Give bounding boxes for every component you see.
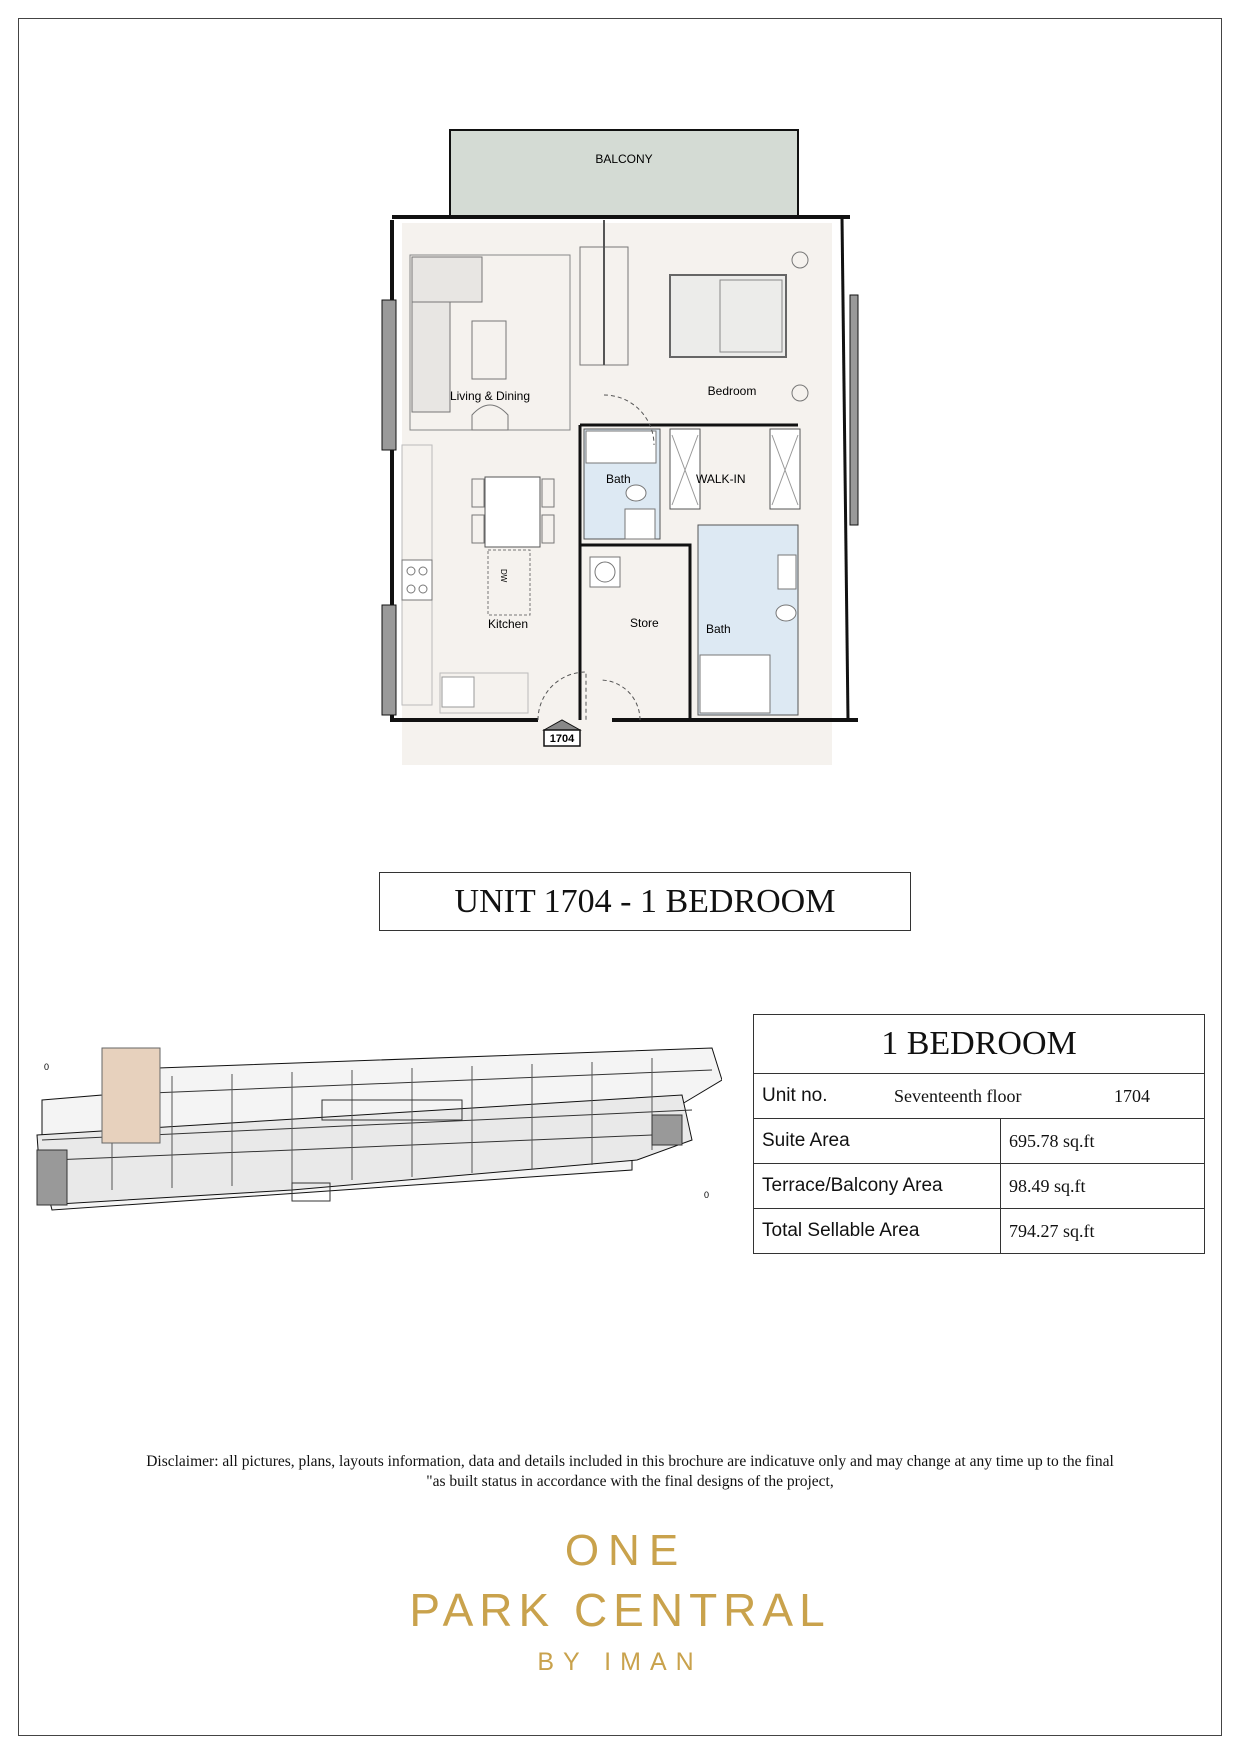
suite-area-value: 695.78 sq.ft <box>1001 1119 1205 1164</box>
logo-line-park-central: PARK CENTRAL <box>409 1584 831 1636</box>
suite-area-label: Suite Area <box>754 1119 1001 1164</box>
walkin-label: WALK-IN <box>696 472 746 486</box>
table-row <box>754 1209 1205 1254</box>
balcony-area-value: 98.49 sq.ft <box>1001 1164 1205 1209</box>
unit-tag-label: 1704 <box>549 733 575 745</box>
disclaimer <box>60 1452 1200 1492</box>
table-row <box>754 1119 1205 1164</box>
kitchen-label: Kitchen <box>487 617 529 631</box>
keyplan-mark-right: 0 <box>704 1190 710 1200</box>
balcony-label: BALCONY <box>595 152 653 166</box>
living-dining-label: Living & Dining <box>449 389 531 403</box>
balcony-area-label: Terrace/Balcony Area <box>754 1164 1001 1209</box>
logo-line-by-iman: BY IMAN <box>537 1648 703 1676</box>
bath1-label: Bath <box>606 472 631 486</box>
disclaimer-line-2: "as built status in accordance with the final designs of the project, <box>426 1473 834 1490</box>
total-area-value: 794.27 sq.ft <box>1001 1209 1205 1254</box>
disclaimer-line-1: Disclaimer: all pictures, plans, layouts information, data and details included in this brochure are indicatuve only and may change at any time up to the final <box>146 1453 1114 1470</box>
dishwasher-label: DW <box>499 569 508 583</box>
unit-title: UNIT 1704 - 1 BEDROOM <box>379 872 911 931</box>
unit-number-value: 1704 <box>1114 1085 1150 1106</box>
table-row <box>754 1164 1205 1209</box>
bath2-label: Bath <box>706 622 731 636</box>
bedroom-label: Bedroom <box>707 384 757 398</box>
unit-number-row <box>754 1074 1205 1119</box>
total-area-label: Total Sellable Area <box>754 1209 1001 1254</box>
store-label: Store <box>630 616 659 630</box>
keyplan-mark-left: 0 <box>44 1062 50 1072</box>
unit-floor-plan <box>380 125 860 765</box>
unit-number-label: Unit no. <box>762 1085 828 1106</box>
area-table <box>753 1014 1205 1254</box>
unit-highlight <box>102 1048 160 1143</box>
logo-line-one: ONE <box>564 1526 688 1575</box>
table-heading: 1 BEDROOM <box>754 1015 1205 1074</box>
brand-logo <box>300 1520 940 1686</box>
floor-value: Seventeenth floor <box>894 1085 1022 1106</box>
balcony-area <box>450 130 798 218</box>
key-plan <box>32 1040 722 1220</box>
